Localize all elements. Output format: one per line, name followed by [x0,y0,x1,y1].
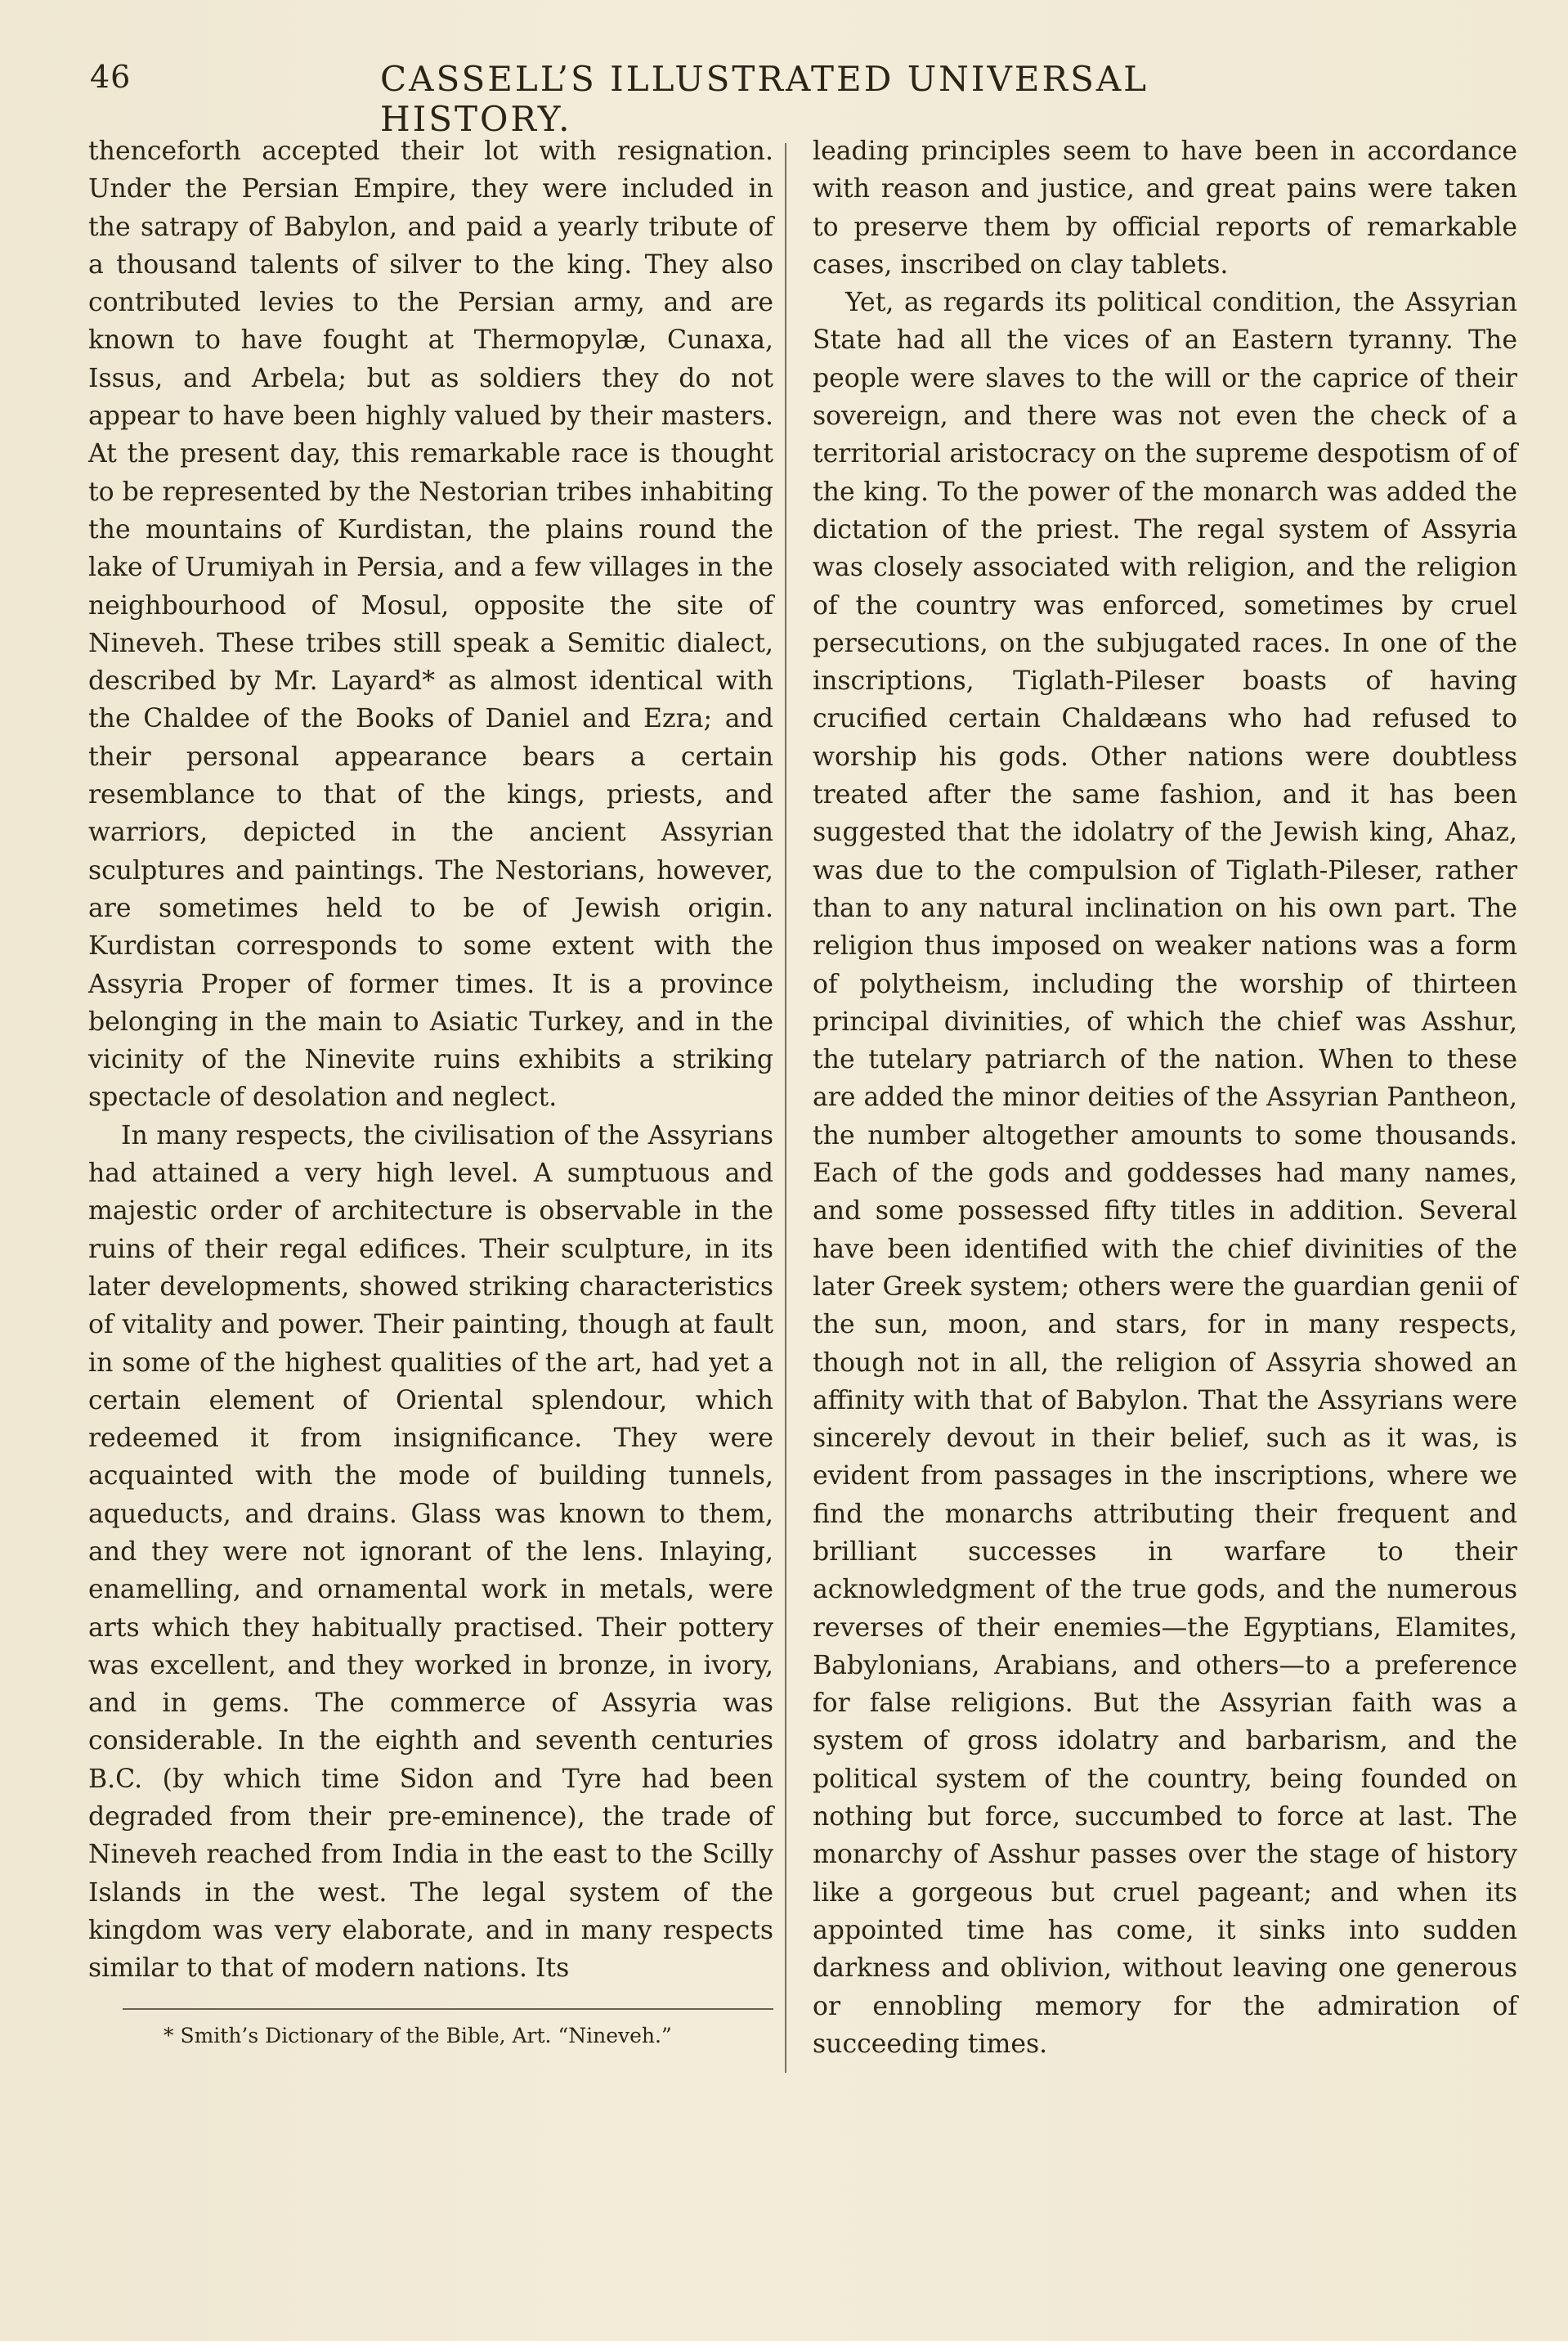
left-paragraph-2 [88,1117,773,1988]
page-number: 46 [90,59,132,95]
left-paragraph-2-tail: (by which time Sidon and Tyre had been degraded from their pre-eminence), the trade of Nineveh reached from India in the east to the Scilly Islands in the west. The legal system of the kingdom was very elaborate, and in many respects similar to that of modern nations. Its [88,1764,773,1984]
footnote: * Smith’s Dictionary of the Bible, Art. “Nineveh.” [164,2024,672,2047]
bc-abbreviation: B.C. [88,1764,143,1794]
running-title: CASSELL’S ILLUSTRATED UNIVERSAL HISTORY. [380,59,1149,139]
right-column [813,132,1517,2063]
left-paragraph-2-text: In many respects, the civilisation of the Assyrians had attained a very high level. A sumptuous and majestic order of architecture is observable in the ruins of their regal edifices. Their sculpture, in its later developments, showed striking characteristics of vitality and power. Their painting, though at fault in some of the highest qualities of the art, had yet a certain element of Oriental splendour, which redeemed it from insignificance. They were acquainted with the mode of building tunnels, aqueducts, and drains. Glass was known to them, and they were not ignorant of the lens. Inlaying, enamelling, and ornamental work in metals, were arts which they habitually practised. Their pottery was excellent, and they worked in bronze, in ivory, and in gems. The commerce of Assyria was considerable. In the eighth and seventh centuries [88,1120,773,1756]
left-paragraph-1: thenceforth accepted their lot with resignation. Under the Persian Empire, they were included in the satrapy of Babylon, and paid a yearly tribute of a thousand talents of silver to the king. They also contributed levies to the Persian army, and are known to have fought at Thermopylæ, Cunaxa, Issus, and Arbela; but as soldiers they do not appear to have been highly valued by their masters. At the present day, this remarkable race is thought to be represented by the Nestorian tribes inhabiting the mountains of Kurdistan, the plains round the lake of Urumiyah in Persia, and a few villages in the neighbourhood of Mosul, opposite the site of Nineveh. These tribes still speak a Semitic dialect, described by Mr. Layard* as almost identical with the Chaldee of the Books of Daniel and Ezra; and their personal appearance bears a certain resemblance to that of the kings, priests, and warriors, depicted in the ancient Assyrian sculptures and paintings. The Nestorians, however, are sometimes held to be of Jewish origin. Kurdistan corresponds to some extent with the Assyria Proper of former times. It is a province belonging in the main to Asiatic Turkey, and in the vicinity of the Ninevite ruins exhibits a striking spectacle of desolation and neglect. [88,137,773,1113]
column-divider [785,143,786,2073]
right-paragraph-1: leading principles seem to have been in accordance with reason and justice, and great pains were taken to preserve them by official reports of remarkable cases, inscribed on clay tablets. [813,137,1517,280]
page-header [90,59,1234,139]
right-paragraph-2: Yet, as regards its political condition, the Assyrian State had all the vices of an Eastern tyranny. The people were slaves to the will or the caprice of their sovereign, and there was not even the check of a territorial aristocracy on the supreme despotism of of the king. To the power of the monarch was added the dictation of the priest. The regal system of Assyria was closely associated with religion, and the religion of the country was enforced, sometimes by cruel persecutions, on the subjugated races. In one of the inscriptions, Tiglath-Pileser boasts of having crucified certain Chaldæans who had refused to worship his gods. Other nations were doubtless treated after the same fashion, and it has been suggested that the idolatry of the Jewish king, Ahaz, was due to the compulsion of Tiglath-Pileser, rather than to any natural inclination on his own part. The religion thus imposed on weaker nations was a form of polytheism, including the worship of thirteen principal divinities, of which the chief was Asshur, the tutelary patriarch of the nation. When to these are added the minor deities of the Assyrian Pantheon, the number altogether amounts to some thousands. Each of the gods and goddesses had many names, and some possessed fifty titles in addition. Several have been identified with the chief divinities of the later Greek system; others were the guardian genii of the sun, moon, and stars, for in many respects, though not in all, the religion of Assyria showed an affinity with that of Babylon. That the Assyrians were sincerely devout in their belief, such as it was, is evident from passages in the inscriptions, where we find the monarchs attributing their frequent and brilliant successes in warfare to their acknowledgment of the true gods, and the numerous reverses of their enemies—the Egyptians, Elamites, Babylonians, Arabians, and others—to a preference for false religions. But the Assyrian faith was a system of gross idolatry and barbarism, and the political system of the country, being founded on nothing but force, succumbed to force at last. The monarchy of Asshur passes over the stage of history like a gorgeous but cruel pageant; and when its appointed time has come, it sinks into sudden darkness and oblivion, without leaving one generous or ennobling memory for the admiration of succeeding times. [813,288,1517,2059]
footnote-rule [123,2008,773,2010]
left-column [88,132,773,1988]
